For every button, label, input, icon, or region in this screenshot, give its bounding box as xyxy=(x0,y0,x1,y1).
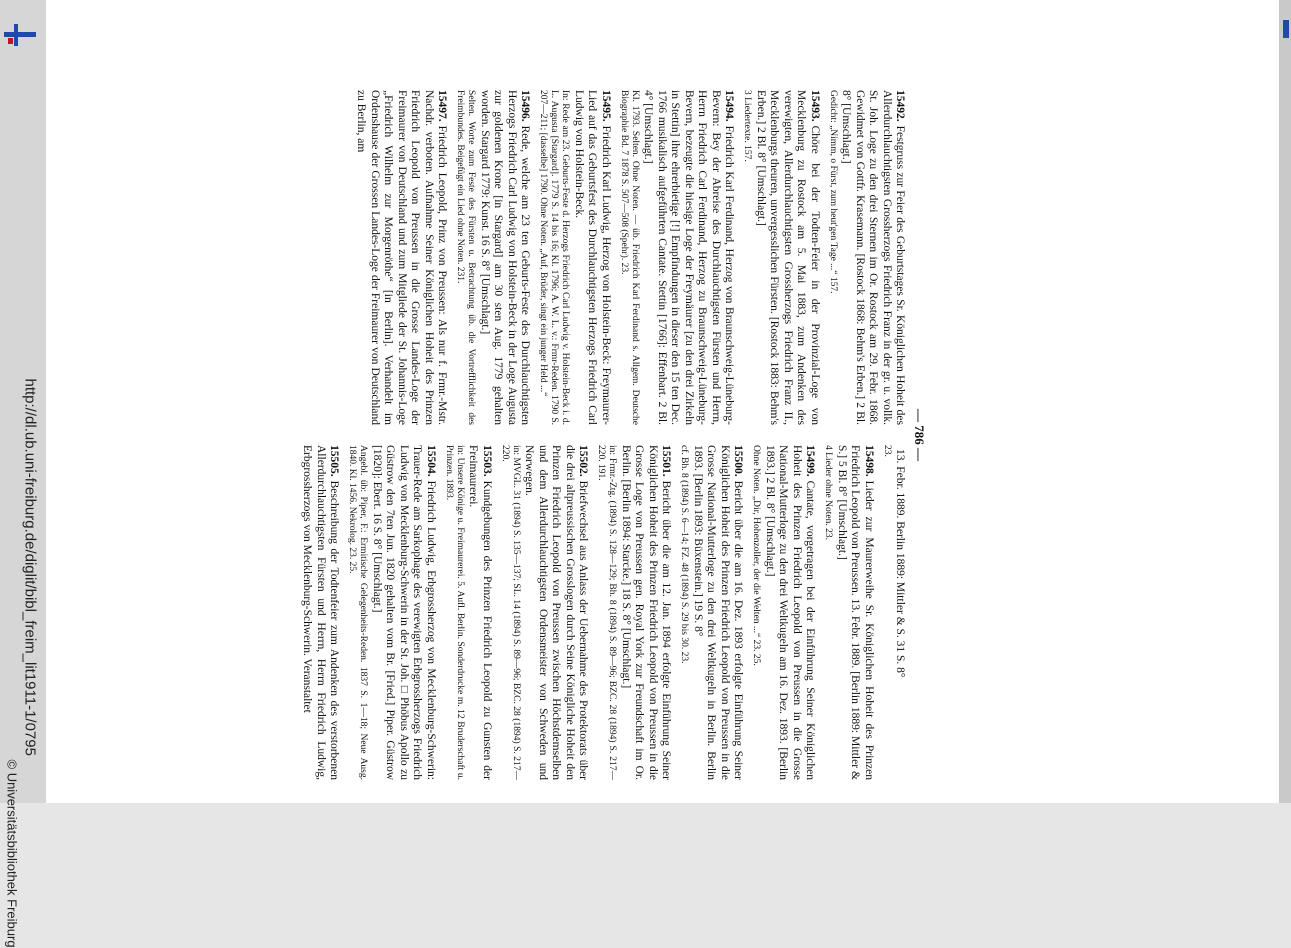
entry-number: 15503. xyxy=(481,445,493,477)
entry-text: Friedrich Karl Ferdinand, Herzog von Braunschweig-Lüneburg-Bevern: Bey der Abreise des Durchlauchtigsten Fürsten und Herrn, Herrn Friedrich Carl Ferdinand, Herzog zu Braunschweig-Lüneburg-Bevern, bezeugte die hiesige Loge der Freymäurer [zu den drei Zirkeln in Stettin] ihre ehrerbietige [!] Empfindungen in dieser den 15 ten Dec. 1766 musikalisch aufgeführten Cantate. Stettin [1766]: Effenbart. 2 Bl. 4° [Umschlagt.] xyxy=(642,90,736,425)
catalog-entry xyxy=(596,445,673,780)
catalog-entry xyxy=(823,445,876,780)
entry-number: 15498. xyxy=(863,445,875,477)
right-column xyxy=(294,445,907,780)
catalog-entry xyxy=(742,90,822,425)
viewer-logo-icon xyxy=(0,22,40,48)
entry-number: 15496. xyxy=(519,90,532,122)
entry-number: 15495. xyxy=(600,90,612,122)
entry-note: Kl. 1793. Selten. Ohne Noten. — üb. Friedrich Karl Ferdinand s. Allgem. Deutsche Biographie Bd. 7 1878 S. 507—508 (Spehr). 23. xyxy=(619,90,640,425)
catalog-entry xyxy=(827,90,907,425)
entry-text: Briefwechsel aus Anlass der Uebernahme des Protektorats über die drei altpreussischen Grosslogen durch Seine Königliche Hoheit den Prinzen Friedrich Leopold von Preussen zwischen Höchstdemselben und dem Allerdurchlauchtigsten Ordensmeister von Schweden und Norwegen. xyxy=(523,445,590,780)
catalog-entry xyxy=(751,445,817,780)
catalog-entry xyxy=(538,90,613,425)
entry-number: 15504. xyxy=(425,445,437,477)
entry-note: in: Unsere Könige u. Freimaurerei. 5. Aufl. Berlin. Sonderdrucke m. 12 Bruderschaft u. Prinzen. 1893. xyxy=(444,445,465,780)
entry-number: 15499. xyxy=(804,445,817,477)
catalog-entry xyxy=(354,90,449,425)
entry-text: Lieder zur Maurerweihe Sr. Königlichen Hoheit des Prinzen Friedrich Leopold von Preussen. 13. Febr. 1889. [Berlin 1889: Mittler & S.] 5 Bl. 8° [Umschlagt.] xyxy=(836,445,875,780)
entry-text: Bericht über die am 12. Jan. 1894 erfolgte Einführung Seiner Königlichen Hoheit des Prinzen Friedrich Leopold von Preussen in die Grosse Loge von Preussen gen. Royal York zur Freundschaft im Or. Berlin. [Berlin 1894: Starcke.] 18 S. 8° [Umschlagt.] xyxy=(620,445,673,780)
entry-text: Cantate, vorgetragen bei der Einführung Seiner Königlichen Hoheit des Prinzen Friedrich Leopold von Preussen in die Grosse National-Mutterloge zu den drei Weltkugeln am 16. Dez. 1893. [Berlin 1893.] 2 Bl. 8° [Umschlagt.] xyxy=(764,445,817,780)
viewer-marker-icon xyxy=(1283,20,1289,38)
catalog-entry xyxy=(443,445,493,780)
catalog-entry xyxy=(679,445,745,780)
page-text-viewport xyxy=(236,90,936,790)
entry-note: Angebl. üb: Piper, F.: Ermitische Gelegenheits-Reden. 1837 S. 1—18; Neue Ausg. 1840. Kl. 1456. Nekrolog. 23. 25. xyxy=(347,445,369,780)
catalog-entry xyxy=(881,445,907,780)
entry-number: 15493. xyxy=(809,90,821,122)
viewer-right-strip xyxy=(1279,0,1291,803)
entry-text: Friedrich Ludwig, Erbgrossherzog von Mecklenburg-Schwerin: Trauer-Rede am Sarkophage des verewigten Erbgrossherzogs Friedrich Ludwig von Mecklenburg-Schwerin in der St. Joh. □ Phöbus Apollo zu Güstrow den 7ten Jun. 1820 gehalten vom Br. [Fried.] Piper. Güstrow [1820]: Ebert. 16 S. 8° [Umschlagt.] xyxy=(371,445,437,780)
entry-text: Rede, welche am 23 ten Geburts-Feste des Durchlauchtigsten Herzogs Friedrich Carl Ludwig von Holstein-Beck in der Loge Augusta zur goldenen Krone [in Stargard] am 30 sten Aug. 1779 gehalten worden. Stargard 1779: Kunst. 16 S. 8° [Umschlagt.] xyxy=(479,90,532,425)
entry-text: Kundgebungen des Prinzen Friedrich Leopold zu Gunsten der Freimaurerei. xyxy=(467,445,493,780)
entry-note: Selten. Worte zum Feste des Fürsten u. Betrachtung üb. die Vortrefflichkeit des Freimbundes. Beigefügt ein Lied ohne Noten. 231. xyxy=(455,90,477,425)
entry-note: in: MVGL. 31 (1894) S. 135—137; SL. 14 (1894) S. 89—96; BZC. 28 (1894) S. 217—220. xyxy=(500,445,521,780)
catalog-entry xyxy=(300,445,341,780)
entry-text: Bericht über die am 16. Dez. 1893 erfolgte Einführung Seiner Königlichen Hoheit des Prinzen Friedrich Leopold von Preussen in die Grosse National-Mutterloge zu den drei Weltkugeln in Berlin. Berlin 1893. [Berlin 1893: Büxenstein.] 19 S. 8° xyxy=(692,445,745,780)
entry-note: cf. Bh. 8 (1894) S. 6—14; FZ. 48 (1894) S. 29 bis 30. 23. xyxy=(679,445,690,664)
entry-note: 3 Liedertexte. 157. xyxy=(742,90,753,162)
entry-text: Festgruss zur Feier des Geburtstages Sr. Königlichen Hoheit des Allerdurchlauchtigsten Grossherzogs Friedrich Franz in der gr. u. vollk. St. Joh. Loge zu den drei Sternen im Or. Rostock am 29. Febr. 1868. Gewidmet von Gottfr. Krasemann. [Rostock 1868: Behm's Erben.] 2 Bl. 8° [Umschlagt.] xyxy=(840,90,907,425)
copyright-watermark: © Universitätsbibliothek Freiburg xyxy=(4,759,20,948)
page-header: — 786 — xyxy=(912,409,927,461)
entry-note: in: Frmr.-Ztg. (1894) S. 128—129; Bh. 8 (1894) S. 89—96; BZC. 28 (1894) S. 217—220. 191. xyxy=(596,445,618,780)
entry-number: 15502. xyxy=(577,445,590,477)
entry-note: Ohne Noten. „Dir, Hohenzoller, der die Welten ...“ 23. 25. xyxy=(751,445,762,666)
entry-number: 15492. xyxy=(894,90,907,122)
entry-note: In: Rede am 23. Geburts-Feste d. Herzogs Friedrich Carl Ludwig v. Holstein-Beck i. d. L. Augusta [Stargard]. 1779 S. 14 bis 16; Kl. 1796; A. W. L. v.: Frmr-Reden. 1790 S. 207—211; [dasselbe] 1790. Ohne Noten. „Auf, Brüder, singt ein junger Held ...“ xyxy=(538,90,571,425)
entry-text: Chöre bei der Todten-Feier in der Provinzial-Loge von Mecklenburg zu Rostock am 5. Mai 1883, zum Andenken des verewigten, Allerdurchlauchtigsten Grossherzogs Friedrich Franz II., Mecklenburgs theuren, unvergesslichen Fürsten. [Rostock 1883: Behm's Erben.] 2 Bl. 8° [Umschlagt.] xyxy=(755,90,821,425)
entry-number: 15501. xyxy=(660,445,673,477)
entry-note: 23. xyxy=(882,445,892,457)
entry-number: 15494. xyxy=(723,90,736,122)
url-watermark: http://dl.ub.uni-freiburg.de/diglit/bibl_freim_lit1911-1/0795 xyxy=(21,378,39,756)
entry-text: Beschreibung der Todtenfeier zum Andenken des verstorbenen Allerdurchlauchtigsten Fürsten und Herrn, Herrn Friedrich Ludwig, Erbgrossherzogs von Mecklenburg-Schwerin. Veranstaltet xyxy=(301,445,341,780)
rotated-text-block xyxy=(236,90,926,780)
entry-note: 4 Lieder ohne Noten. 23. xyxy=(823,445,834,540)
catalog-entry xyxy=(455,90,532,425)
left-column xyxy=(294,90,907,425)
entry-number: 15505. xyxy=(328,445,341,477)
entry-text: 13. Febr. 1889. Berlin 1889: Mittler & S. 31 S. 8° xyxy=(894,449,907,678)
entry-number: 15500. xyxy=(732,445,745,477)
entry-number: 15497. xyxy=(436,90,449,122)
entry-note: Gedicht: „Nimm, o Fürst, zum heut'gen Tage ...“ 157. xyxy=(828,90,838,294)
catalog-entry xyxy=(618,90,736,425)
catalog-entry xyxy=(499,445,590,780)
catalog-entry xyxy=(347,445,438,780)
entry-text: Friedrich Leopold, Prinz von Preussen: Als nur f. Frmr.-Mstr. Nachdr. verboten. Aufnahme Seiner Königlichen Hoheit des Prinzen Friedrich Leopold von Preussen in die Grosse Landes-Loge der Freimaurer von Deutschland und zum Mitgliede der St. Johannis-Loge „Friedrich Wilhelm zur Morgenröthe“ [in Berlin]. Verhandelt im Ordenshause der Grossen Landes-Loge der Freimaurer von Deutschland zu Berlin, am xyxy=(355,90,449,425)
entry-text: Friedrich Karl Ludwig, Herzog von Holstein-Beck: Freymaurer-Lied auf das Geburtsfest des Durchlauchtigsten Herzogs Friedrich Carl Ludwig von Holstein-Beck. xyxy=(573,90,612,425)
scanned-page xyxy=(46,0,1279,803)
